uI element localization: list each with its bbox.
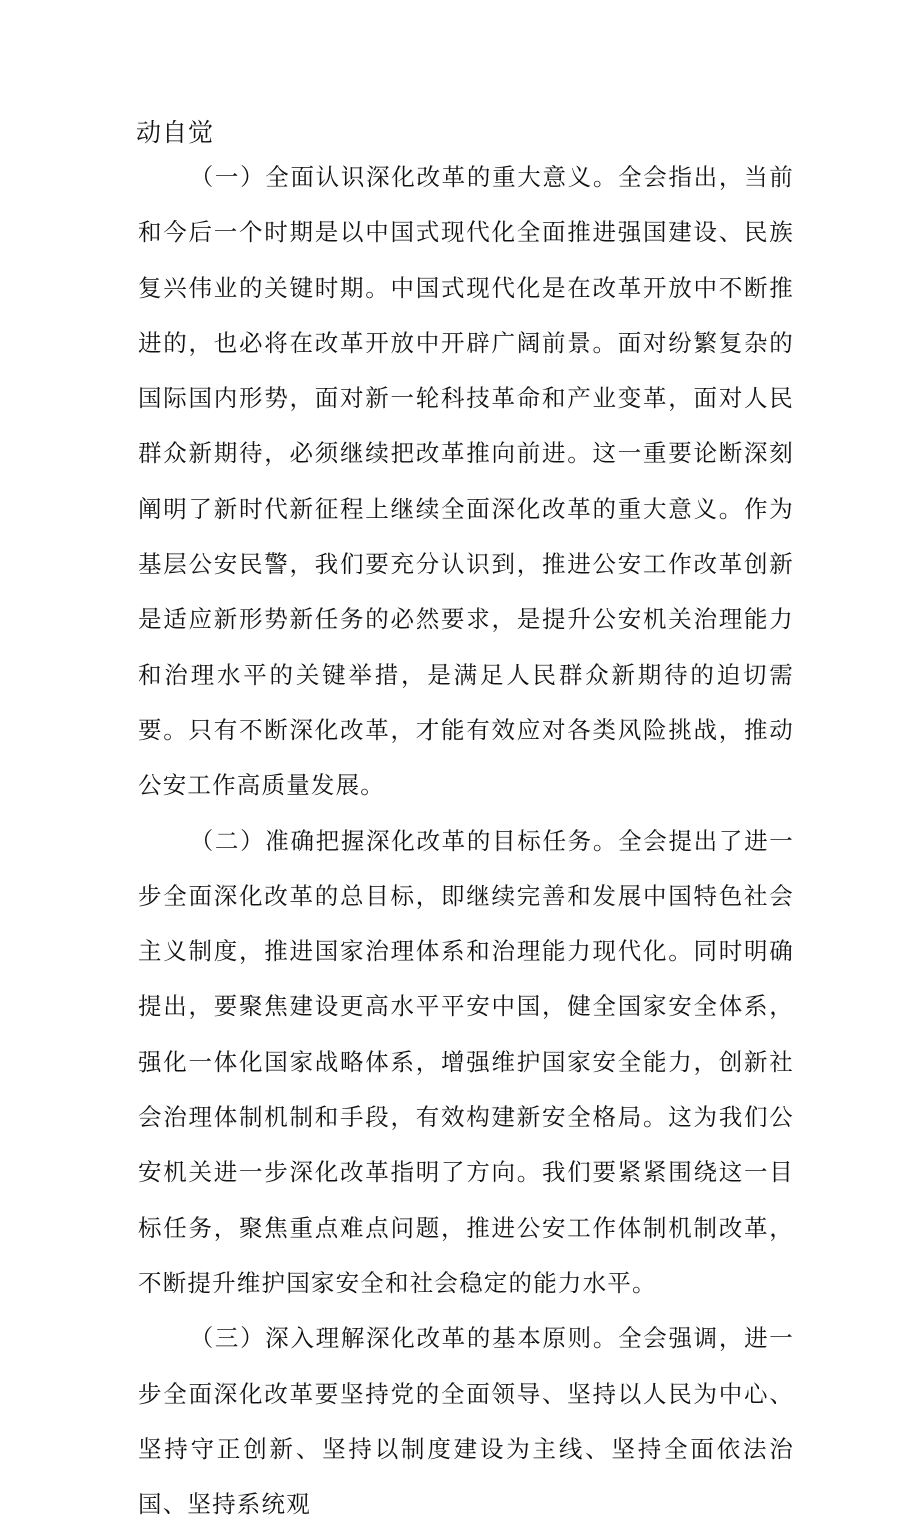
paragraph-principles: （三）深入理解深化改革的基本原则。全会强调，进一步全面深化改革要坚持党的全面领导、坚持以人民为中心、坚持守正创新、坚持以制度建设为主线、坚持全面依法治国、坚持系统观 — [138, 1324, 794, 1519]
paragraph-significance: （一）全面认识深化改革的重大意义。全会指出，当前和今后一个时期是以中国式现代化全面推进强国建设、民族复兴伟业的关键时期。中国式现代化是在改革开放中不断推进的，也必将在改革开放中开辟广阔前景。面对纷繁复杂的国际国内形势，面对新一轮科技革命和产业变革，面对人民群众新期待，必须继续把改革推向前进。这一重要论断深刻阐明了新时代新征程上继续全面深化改革的重大意义。作为基层公安民警，我们要充分认识到，推进公安工作改革创新是适应新形势新任务的必然要求，是提升公安机关治理能力和治理水平的关键举措，是满足人民群众新期待的迫切需要。只有不断深化改革，才能有效应对各类风险挑战，推动公安工作高质量发展。 — [138, 163, 794, 800]
paragraph-objectives: （二）准确把握深化改革的目标任务。全会提出了进一步全面深化改革的总目标，即继续完善和发展中国特色社会主义制度，推进国家治理体系和治理能力现代化。同时明确提出，要聚焦建设更高水平平安中国，健全国家安全体系，强化一体化国家战略体系，增强维护国家安全能力，创新社会治理体制机制和手段，有效构建新安全格局。这为我们公安机关进一步深化改革指明了方向。我们要紧紧围绕这一目标任务，聚焦重点难点问题，推进公安工作体制机制改革，不断提升维护国家安全和社会稳定的能力水平。 — [138, 826, 794, 1297]
document-body — [138, 150, 794, 1532]
section-heading-fragment: 动自觉 — [136, 118, 215, 147]
